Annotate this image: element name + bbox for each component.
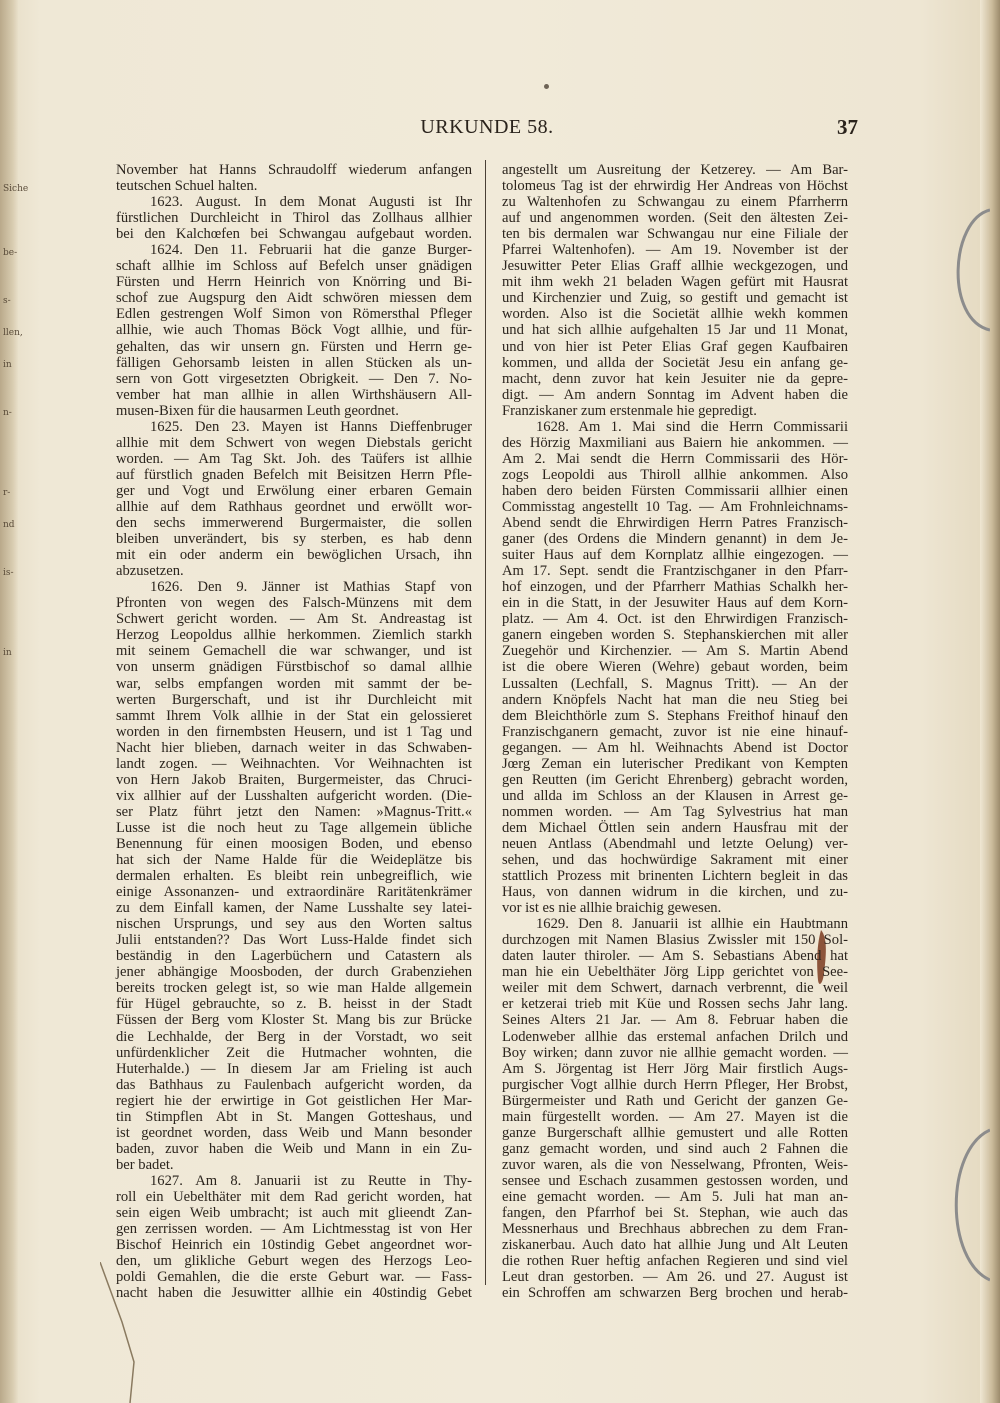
margin-fragment: be- <box>3 248 18 258</box>
text-line: von unserm gnädigen Fürstbischof so damal allhie <box>116 659 472 676</box>
text-line: für Hügel gebrauchte, so z. B. heisst in der Stadt <box>116 996 472 1013</box>
text-line: bleiben unverändert, bis sy sterben, es hab denn <box>116 531 472 548</box>
margin-fragment: r- <box>3 488 11 498</box>
text-line: hat sich der Name Halde für die Weideplätze bis <box>116 852 472 869</box>
text-line: angestellt um Ausreitung der Ketzerey. — Am Bar- <box>502 162 848 178</box>
text-line: ser Platz führt jetzt den Namen: »Magnus-Tritt.« <box>116 803 472 820</box>
margin-fragment: Siche <box>3 184 29 194</box>
text-line: digt. — Am andern Sonntag im Advent haben die <box>502 386 848 403</box>
text-line: 1623. August. In dem Monat Augusti ist Ihr <box>150 194 472 211</box>
text-line: sammt Ihrem Volk allhie in der Stat ein gelossieret <box>116 707 472 724</box>
text-line: mit ein oder anderm ein bewöglichen Ursach, ihn <box>116 547 472 564</box>
text-line: sehen, und das hochwürdige Sakrament mit einer <box>502 852 848 869</box>
text-line: unfürdenklicher Zeit die Hutmacher wohnten, die <box>116 1044 472 1061</box>
text-line: fürstlichen Durchleicht in Thirol das Zollhaus allhier <box>116 210 472 227</box>
text-line: vix allhier auf der Lusshalten aufgericht worden. (Die- <box>116 787 472 804</box>
text-line: Seines Alters 21 Jar. — Am 8. Februar haben die <box>502 1012 848 1029</box>
text-line: Franziskaner zum erstenmale hie gepredigt. <box>502 402 757 419</box>
margin-fragment: n- <box>3 408 12 418</box>
text-line: nischen Ursprungs, und sey aus den Worten saltus <box>116 916 472 933</box>
text-line: teutschen Schuel halten. <box>116 178 258 195</box>
text-line: auf fürstlich gnaden Befelch mit Beisitzen Herrn Pfle- <box>116 466 472 483</box>
text-line: war, selbs empfangen worden mit sammt der be- <box>116 675 472 692</box>
text-line: des Hörzig Maxmiliani aus Baiern hie ankommen. — <box>502 434 848 451</box>
text-line: zuvor waren, als die von Nesselwang, Pfronten, Weis- <box>502 1156 848 1173</box>
text-line: Edlen gestrengen Wolf Simon von Römersthal Pfleger <box>116 306 472 323</box>
text-line: mit ihm wekh 21 beladen Wagen gefürt mit Hausrat <box>502 274 848 291</box>
text-line: gehalten, das wir unsern gn. Fürsten und Herrn ge- <box>116 338 472 355</box>
text-line: zu dem Einfall kamen, der Name Lusshalte sey latei- <box>116 900 472 917</box>
text-line: musen-Bixen für die hausarmen Leuth geordnet. <box>116 402 399 419</box>
text-line: Haus, von dannen widrum in die kirchen, und zu- <box>502 884 848 901</box>
binding-ring-bottom <box>930 1120 990 1290</box>
text-line: neuen Antlass (Abendmahl und letzte Oelung) ver- <box>502 835 848 852</box>
text-line: Boy wirken; dann zuvor nie allhie gemacht worden. — <box>502 1044 848 1061</box>
text-line: Benennung für einen moosigen Boden, und ebenso <box>116 835 472 852</box>
text-line: kommen, und allda der Societät Jesu ein anfang ge- <box>502 354 848 371</box>
print-dot <box>544 84 549 89</box>
text-line: baden, zuvor haben die Weib und Mann in ein Zu- <box>116 1140 472 1157</box>
text-line: nommen worden. — Am Tag Sylvestrius hat man <box>502 803 848 820</box>
text-line: ganer (des Ordens die Mindern genannt) in dem Je- <box>502 531 848 548</box>
text-line: allhie, wie auch Thomas Böck Vogt allhie, und für- <box>116 322 472 339</box>
margin-fragment: in <box>3 360 12 370</box>
margin-fragment: is- <box>3 568 14 578</box>
text-line: roll ein Uebelthäter mit dem Rad gericht worden, hat <box>116 1189 472 1205</box>
text-line: den, um glikliche Geburt wegen des Herzogs Leo- <box>116 1253 472 1270</box>
text-line: fangen, den Pfarrhof bei St. Stephan, wie auch das <box>502 1205 848 1222</box>
text-line: ganz gemacht worden, und sind auch 2 Fahnen die <box>502 1140 848 1157</box>
text-line: dermalen erhalten. Es bleibt rein unbegreiflich, wie <box>116 868 472 885</box>
text-line: schaft allhie im Schloss auf Befelch unser gnädigen <box>116 258 472 275</box>
text-line: er ketzerai trieb mit Küe und Rossen sechs Jahr lang. <box>502 996 848 1013</box>
text-line: und allda im Schloss an der Klausen in Arrest ge- <box>502 787 848 804</box>
text-line: poldi Gemahlen, die die erste Geburt war. — Fass- <box>116 1269 472 1286</box>
text-column-right <box>502 162 848 1301</box>
text-line: dem Bleichthörle zum S. Stephans Freithof hinauf den <box>502 707 848 724</box>
binding-ring-top <box>930 200 990 340</box>
text-line: werten Burgerschaft, und ist ihr Durchleicht mit <box>116 691 472 708</box>
text-line: einige Assonanzen- und extraordinäre Raritätenkrämer <box>116 884 472 901</box>
text-line: ganern eingeben worden S. Stephanskierchen mit aller <box>502 627 848 644</box>
text-line: Pfronten von wegen des Falsch-Münzens mit dem <box>116 595 472 612</box>
text-line: bei den Kalchœfen bei Schwangau aufgebaut worden. <box>116 226 472 243</box>
text-line: Franzischganern gemacht, zuvor ist nie eine hinauf- <box>502 723 848 740</box>
text-line: abzusetzen. <box>116 563 184 580</box>
text-line: Pfarrei Waltenhofen). — Am 19. November ist der <box>502 242 848 259</box>
text-line: zu Waltenhofen zu Schwangau zu einem Pfarrherrn <box>502 194 848 211</box>
text-line: daten lauter thiroler. — Am S. Sebastians Abend hat <box>502 948 848 965</box>
text-line: 1624. Den 11. Februarii hat die ganze Burger- <box>150 242 472 259</box>
text-line: man hie ein Uebelthäter Jörg Lipp gerichtet von See- <box>502 964 848 981</box>
text-line: 1629. Den 8. Januarii ist allhie ein Haubtmann <box>536 916 848 933</box>
text-line: ziskanerbau. Auch dato hat allhie Jung und Alt Leuten <box>502 1237 848 1254</box>
text-line: dem Michael Öttlen sein andern Hausfrau mit der <box>502 819 848 836</box>
text-line: Commisstag angestellt 10 Tag. — Am Frohnleichnams- <box>502 498 848 515</box>
text-line: landt zogen. — Weihnachten. Vor Weihnachten ist <box>116 755 472 772</box>
text-line: ganze Burgerschaft allhie gemustert und alle Rotten <box>502 1124 848 1141</box>
text-line: Leut dran gestorben. — Am 26. und 27. August ist <box>502 1269 848 1286</box>
text-line: ein Schroffen am schwarzen Berg brochen und herab- <box>502 1285 848 1302</box>
text-line: nacht haben die Jesuwitter allhie ein 40stindig Gebet <box>116 1285 472 1302</box>
text-line: gegangen. — Am hl. Weihnachts Abend ist Doctor <box>502 739 848 756</box>
margin-fragment: llen, <box>3 328 23 338</box>
text-line: worden in den firnembsten Heusern, und ist 1 Tag und <box>116 723 472 740</box>
text-line: Lussalten (Lechfall, S. Magnus Tritt). — An der <box>502 675 848 692</box>
page-number: 37 <box>837 115 858 139</box>
text-line: ein in die Statt, in der Jesuwiter Haus auf dem Korn- <box>502 595 848 612</box>
text-line: suiter Haus auf dem Kornplatz allhie eingezogen. — <box>502 547 848 564</box>
text-line: Lodenweber allhie das erstemal anfachen Drilch und <box>502 1028 848 1045</box>
text-line: hof einzogen, und der Pfarrherr Mathias Schalkh her- <box>502 579 848 596</box>
text-line: das Bathhaus zu Faulenbach aufgericht worden, da <box>116 1076 472 1093</box>
text-line: Jesuwitter Peter Elias Graff allhie weckgezogen, und <box>502 258 848 275</box>
text-line: sein eigen Weib umbracht; ist auch mit glieendt Zan- <box>116 1205 472 1222</box>
text-line: 1625. Den 23. Mayen ist Hanns Dieffenbruger <box>150 418 472 435</box>
text-line: ber badet. <box>116 1156 174 1173</box>
text-line: andern Knöpfels Nacht hat man die neu Stieg bei <box>502 691 848 708</box>
text-line: bereits trocken gelegt ist, so wie man Halde allgemein <box>116 980 472 997</box>
margin-fragment: in <box>3 648 12 658</box>
text-line: Nacht hier blieben, darnach weiter in das Schwaben- <box>116 739 472 756</box>
text-line: Messnerhaus und Brechhaus abbrechen zu dem Fran- <box>502 1221 848 1238</box>
text-line: Am 2. Mai sendt die Herrn Commissarii des Hör- <box>502 450 848 467</box>
text-line: ist geordnet worden, dass Weib und Mann besonder <box>116 1124 472 1141</box>
text-line: ger und Vogt und Erwölung einer erbaren Gemain <box>116 482 472 499</box>
text-line: und hat sich allhie aufgehalten 15 Jar und 11 Monat, <box>502 322 848 339</box>
text-line: Fürsten und Herrn Heinrich von Knörring und Bi- <box>116 274 472 291</box>
text-line: Schwert gericht worden. — Am St. Andreastag ist <box>116 611 472 628</box>
text-line: die Lechhalde, der Berg in der Vorstadt, wo seit <box>116 1028 472 1045</box>
text-line: zogs Leopoldi aus Thiroll allhie ankommen. Also <box>502 466 848 483</box>
text-line: durchzogen mit Namen Blasius Zwissler mit 150 Sol- <box>502 932 848 949</box>
text-line: tolomeus Tag ist der ehrwirdig Her Andreas von Höchst <box>502 178 848 195</box>
text-line: 1627. Am 8. Januarii ist zu Reutte in Thy- <box>150 1172 472 1189</box>
page-header-title: URKUNDE 58. <box>420 116 554 138</box>
text-line: Am S. Jörgentag ist Herr Jörg Mair firstlich Augs- <box>502 1060 848 1077</box>
text-line: und von hier ist Peter Elias Graf gegen Kaufbairen <box>502 338 848 355</box>
text-line: allhie auf dem Rathhaus geordnet und erwöllt wor- <box>116 498 472 515</box>
text-line: schof zue Augspurg den Aidt schwören miessen dem <box>116 290 472 307</box>
text-line: haben dero beiden Fürsten Commissarii allhier einen <box>502 482 848 499</box>
column-divider <box>485 160 486 1285</box>
text-line: sern von Gott virgesetzten Obrigkeit. — Den 7. No- <box>116 370 472 387</box>
text-line: mit seinem Gemachell die war schwanger, und ist <box>116 643 472 660</box>
text-line: platz. — Am 4. Oct. ist den Ehrwirdigen Franzisch- <box>502 611 848 628</box>
text-line: den sechs immerwerend Burgermaister, die sollen <box>116 515 472 532</box>
text-line: und Kirchenzier und Zuig, so gestift und gemacht ist <box>502 290 848 307</box>
text-line: regiert hie der erwirtige in Got geistlichen Her Mar- <box>116 1092 472 1109</box>
text-line: worden. Also ist die Societät allhie wekh kommen <box>502 306 848 323</box>
text-line: Huterhalde.) — In diesem Jar am Frieling ist auch <box>116 1060 472 1077</box>
text-column-left <box>116 162 472 1301</box>
margin-fragment: s- <box>3 296 11 306</box>
text-line: fälligen Gehorsamb leisten in allen Stücken als un- <box>116 354 472 371</box>
text-line: Jœrg Zeman ein luterischer Predikant von Kempten <box>502 755 848 772</box>
text-line: gen zerrissen worden. — Am Lichtmesstag ist von Her <box>116 1221 472 1238</box>
text-line: gen Reutten (im Gericht Ehrenberg) gebracht worden, <box>502 771 848 788</box>
text-line: Lusse ist die noch heut zu Tage allgemein übliche <box>116 819 472 836</box>
text-line: worden. — Am Tag Skt. Joh. des Taüfers ist allhie <box>116 450 472 467</box>
text-line: 1628. Am 1. Mai sind die Herrn Commissarii <box>536 418 848 435</box>
text-line: die rothen Ruer heftig anfachen Regieren und sind viel <box>502 1253 848 1270</box>
text-line: vember hat man allhie in allen Wirthshäusern All- <box>116 386 472 403</box>
text-line: macht, denn zuvor hat kein Jesuiter nie da gepre- <box>502 370 848 387</box>
text-line: Bürgermeister und Rath und Gericht der ganzen Ge- <box>502 1092 848 1109</box>
text-line: Füssen der Berg vom Kloster St. Mang bis zur Brücke <box>116 1012 472 1029</box>
text-line: Abend sendt die Ehrwirdigen Herrn Patres Franzisch- <box>502 515 848 532</box>
text-line: auf und angenommen worden. (Seit den ältesten Zei- <box>502 210 848 227</box>
text-line: ist die obere Wieren (Wehre) gebaut worden, beim <box>502 659 848 676</box>
text-line: Julii entstanden?? Das Wort Luss-Halde findet sich <box>116 932 472 949</box>
text-line: jener abhängige Moosboden, der durch Grabenziehen <box>116 964 472 981</box>
text-line: Zuegehör und Kirchenzier. — Am S. Martin Abend <box>502 643 848 660</box>
text-line: allhie mit dem Schwert von wegen Diebstals gericht <box>116 434 472 451</box>
text-line: von Hern Jakob Braiten, Burgermeister, das Chruci- <box>116 771 472 788</box>
margin-fragment: nd <box>3 520 15 530</box>
text-line: sensee und Eschach zusammen gestossen worden, und <box>502 1172 848 1189</box>
text-line: Bischof Heinrich ein 10stindig Gebet angeordnet wor- <box>116 1237 472 1254</box>
text-line: eine gemacht worden. — Am 5. Juli hat man an- <box>502 1189 848 1205</box>
text-line: main fürgestellt worden. — Am 27. Mayen ist die <box>502 1108 848 1125</box>
left-page-edge <box>0 0 18 1403</box>
text-line: ten bis dermalen war Schwangau nur eine Filiale der <box>502 226 848 243</box>
text-line: stattlich Prozess mit brinenten Lichtern begleit in das <box>502 868 848 885</box>
text-line: tin Stimpflen Abt in St. Mangen Gotteshaus, und <box>116 1108 472 1125</box>
text-line: Am 17. Sept. sendt die Frantzischganer in den Pfarr- <box>502 563 848 580</box>
text-line: beständig in den Lagerbüchern und Catastern als <box>116 948 472 965</box>
text-line: Herzog Leopoldus allhie herkommen. Ziemlich starkh <box>116 627 472 644</box>
text-line: purgischer Vogt allhie durch Herrn Pfleger, Her Brobst, <box>502 1076 848 1093</box>
text-line: November hat Hanns Schraudolff wiederum anfangen <box>116 162 472 178</box>
text-line: vor ist es nie allhie braichig gewesen. <box>502 900 722 917</box>
text-line: 1626. Den 9. Jänner ist Mathias Stapf von <box>150 579 472 596</box>
text-line: weiler mit dem Schwert, darnach verbrennt, die weil <box>502 980 848 997</box>
